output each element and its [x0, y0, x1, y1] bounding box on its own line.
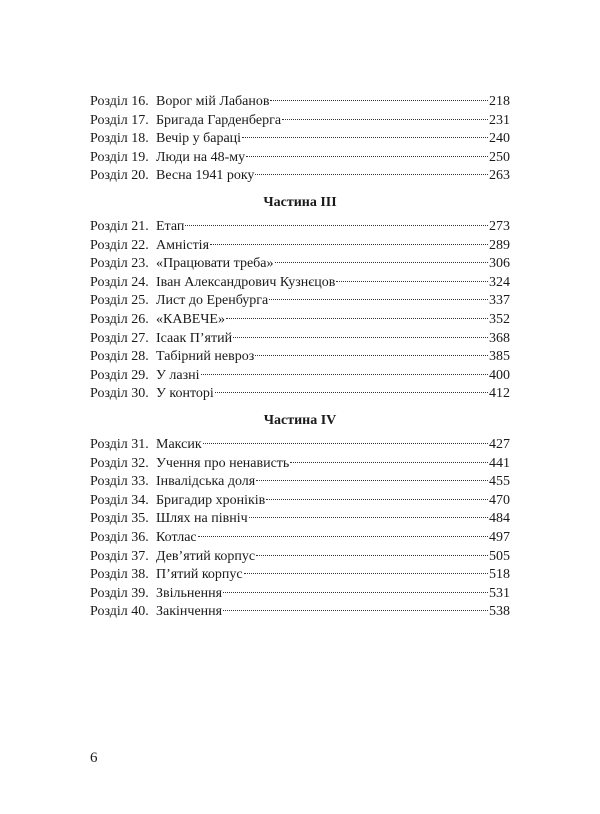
chapter-number: Розділ 33. — [90, 474, 149, 490]
chapter-page-number: 505 — [489, 548, 510, 564]
chapter-title: Учення про ненависть — [156, 455, 290, 471]
dot-leader — [256, 555, 488, 556]
dot-leader — [226, 318, 488, 319]
dot-leader — [282, 119, 488, 120]
chapter-number: Розділ 16. — [90, 94, 149, 109]
chapter-page-number: 427 — [489, 437, 510, 452]
toc-entry — [90, 529, 510, 548]
chapter-title: У конторі — [156, 386, 214, 402]
chapter-page-number: 368 — [489, 330, 510, 346]
toc-entry — [90, 492, 510, 511]
dot-leader — [185, 225, 488, 226]
chapter-title: У лазні — [156, 367, 200, 383]
chapter-title: П’ятий корпус — [156, 567, 243, 583]
chapter-number: Розділ 18. — [90, 131, 149, 147]
dot-leader — [223, 592, 488, 593]
toc-entry — [90, 112, 510, 131]
dot-leader — [270, 100, 488, 101]
chapter-title: Звільнення — [156, 585, 223, 601]
chapter-page-number: 455 — [489, 474, 510, 490]
chapter-title: Вечір у бараці — [156, 131, 242, 147]
chapter-number: Розділ 17. — [90, 112, 149, 128]
chapter-number: Розділ 30. — [90, 386, 149, 402]
dot-leader — [244, 573, 488, 574]
dot-leader — [255, 174, 488, 175]
part-heading-3: Частина III — [263, 195, 337, 210]
dot-leader — [242, 137, 488, 138]
dot-leader — [201, 374, 488, 375]
toc-entry — [90, 603, 510, 622]
chapter-page-number: 470 — [489, 492, 510, 508]
toc-entry — [90, 292, 510, 311]
toc-entry — [90, 93, 510, 112]
chapter-number: Розділ 21. — [90, 219, 149, 234]
chapter-number: Розділ 23. — [90, 256, 149, 272]
chapter-page-number: 531 — [489, 585, 510, 601]
chapter-number: Розділ 26. — [90, 311, 149, 327]
toc-entry — [90, 510, 510, 529]
chapter-page-number: 263 — [489, 168, 510, 184]
chapter-number: Розділ 38. — [90, 567, 149, 583]
dot-leader — [256, 480, 488, 481]
chapter-number: Розділ 31. — [90, 437, 149, 452]
dot-leader — [249, 517, 488, 518]
chapter-number: Розділ 32. — [90, 455, 149, 471]
toc-entry — [90, 167, 510, 186]
chapter-title: Табірний невроз — [156, 349, 255, 365]
chapter-number: Розділ 20. — [90, 168, 149, 184]
chapter-page-number: 324 — [489, 274, 510, 290]
toc-entry — [90, 255, 510, 274]
chapter-page-number: 337 — [489, 293, 510, 309]
chapter-number: Розділ 39. — [90, 585, 149, 601]
dot-leader — [215, 392, 488, 393]
chapter-number: Розділ 40. — [90, 604, 149, 620]
chapter-title: Люди на 48-му — [156, 149, 246, 165]
chapter-title: Етап — [156, 219, 185, 234]
chapter-number: Розділ 37. — [90, 548, 149, 564]
chapter-number: Розділ 36. — [90, 529, 149, 545]
toc-entry — [90, 367, 510, 386]
toc-group-part-4 — [90, 436, 510, 622]
chapter-title: Закінчення — [156, 604, 223, 620]
chapter-number: Розділ 27. — [90, 330, 149, 346]
chapter-page-number: 518 — [489, 567, 510, 583]
chapter-page-number: 250 — [489, 149, 510, 165]
dot-leader — [210, 244, 488, 245]
chapter-page-number: 497 — [489, 529, 510, 545]
dot-leader — [198, 536, 488, 537]
chapter-title: Амністія — [156, 237, 210, 253]
toc-entry — [90, 455, 510, 474]
chapter-number: Розділ 24. — [90, 274, 149, 290]
toc-entry — [90, 473, 510, 492]
chapter-page-number: 385 — [489, 349, 510, 365]
chapter-title: Інвалідська доля — [156, 474, 256, 490]
toc-entry — [90, 330, 510, 349]
chapter-page-number: 484 — [489, 511, 510, 527]
chapter-title: Котлас — [156, 529, 197, 545]
page-number: 6 — [90, 750, 98, 766]
toc-group-part-2-end — [90, 93, 510, 186]
toc-entry — [90, 585, 510, 604]
toc-entry — [90, 548, 510, 567]
toc-entry — [90, 385, 510, 404]
chapter-title: Бригада Гарденберга — [156, 112, 282, 128]
dot-leader — [275, 262, 488, 263]
chapter-number: Розділ 28. — [90, 349, 149, 365]
dot-leader — [255, 355, 488, 356]
chapter-page-number: 240 — [489, 131, 510, 147]
dot-leader — [290, 462, 488, 463]
dot-leader — [269, 299, 488, 300]
toc-entry — [90, 274, 510, 293]
chapter-number: Розділ 34. — [90, 492, 149, 508]
chapter-title: Ісаак П’ятий — [156, 330, 233, 346]
dot-leader — [266, 499, 488, 500]
chapter-number: Розділ 35. — [90, 511, 149, 527]
chapter-page-number: 538 — [489, 604, 510, 620]
toc-entry — [90, 348, 510, 367]
chapter-page-number: 352 — [489, 311, 510, 327]
chapter-number: Розділ 22. — [90, 237, 149, 253]
chapter-title: Шлях на північ — [156, 511, 248, 527]
toc-entry — [90, 311, 510, 330]
toc-entry — [90, 218, 510, 237]
chapter-title: Іван Александрович Кузнєцов — [156, 274, 336, 290]
dot-leader — [336, 281, 488, 282]
chapter-page-number: 289 — [489, 237, 510, 253]
toc-entry — [90, 566, 510, 585]
chapter-page-number: 441 — [489, 455, 510, 471]
chapter-page-number: 306 — [489, 256, 510, 272]
chapter-title: «КАВЕЧЕ» — [156, 311, 225, 327]
chapter-page-number: 400 — [489, 367, 510, 383]
chapter-title: «Працювати треба» — [156, 256, 274, 272]
chapter-page-number: 218 — [489, 94, 510, 109]
chapter-title: Максик — [156, 437, 202, 452]
chapter-title: Бригадир хроніків — [156, 492, 266, 508]
dot-leader — [203, 443, 488, 444]
chapter-page-number: 273 — [489, 219, 510, 234]
dot-leader — [246, 156, 488, 157]
part-heading-4: Частина IV — [263, 413, 337, 428]
chapter-title: Дев’ятий корпус — [156, 548, 256, 564]
toc-entry — [90, 149, 510, 168]
chapter-number: Розділ 25. — [90, 293, 149, 309]
dot-leader — [233, 337, 488, 338]
chapter-number: Розділ 19. — [90, 149, 149, 165]
chapter-title: Весна 1941 року — [156, 168, 255, 184]
toc-group-part-3 — [90, 218, 510, 404]
chapter-title: Ворог мій Лабанов — [156, 94, 270, 109]
dot-leader — [223, 610, 488, 611]
chapter-page-number: 412 — [489, 386, 510, 402]
toc-entry — [90, 130, 510, 149]
chapter-number: Розділ 29. — [90, 367, 149, 383]
chapter-page-number: 231 — [489, 112, 510, 128]
toc-entry — [90, 436, 510, 455]
chapter-title: Лист до Еренбурга — [156, 293, 269, 309]
toc-entry — [90, 237, 510, 256]
